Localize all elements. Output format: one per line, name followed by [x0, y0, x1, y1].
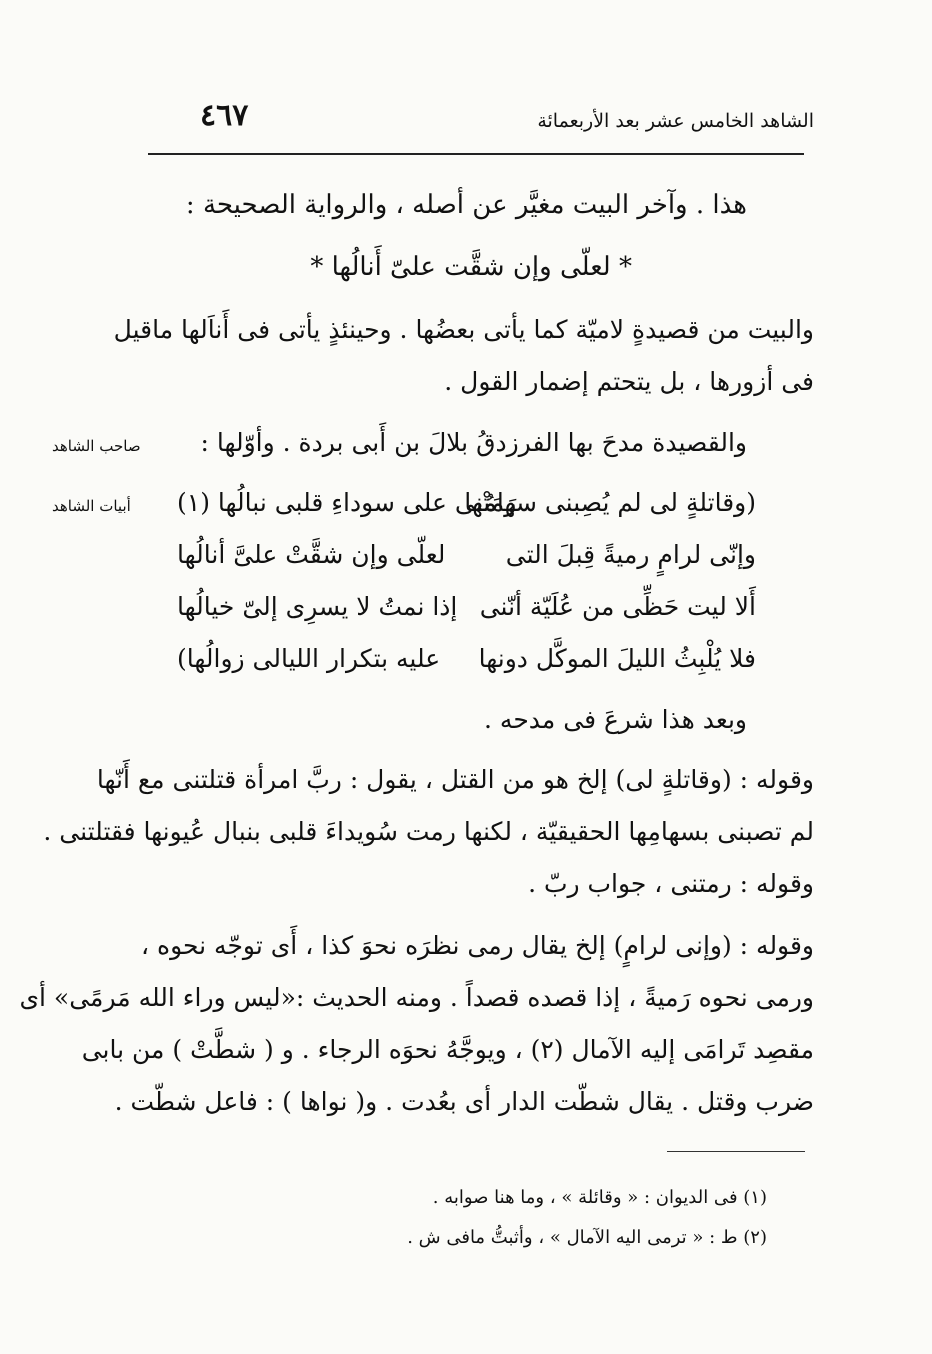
verse-3-second-hemistich: إذا نمتُ لا يسرِى إلىّ خيالُها: [177, 592, 458, 621]
para1-line1: والبيت من قصيدةٍ لاميّة كما يأتى بعضُها . وحينئذٍ يأتى فى أَناَلها ماقيل: [113, 315, 814, 344]
para4-line4: ضرب وقتل . يقال شطّت الدار أى بعُدت . و( نواها ) : فاعل شطّت .: [114, 1087, 814, 1116]
para1-line2: فى أزورها ، بل يتحتم إضمار القول .: [444, 367, 814, 396]
verse-3-first-hemistich: أَلا ليت حَظِّى من عُلَيّة أنّنى: [479, 592, 756, 621]
margin-note-author: صاحب الشاهد: [52, 437, 141, 455]
verse-2-first-hemistich: وإنّى لرامٍ رميةً قِبلَ التى: [505, 540, 756, 569]
intro-quote: * لعلّى وإن شقَّت علىّ أَنالُها *: [310, 252, 632, 282]
para2-line1: والقصيدة مدحَ بها الفرزدقُ بلالَ بن أَبى بردة . وأوّلها :: [200, 428, 747, 457]
verse-2-second-hemistich: لعلّى وإن شقَّتْ علىَّ أنالُها: [177, 540, 446, 569]
verse-1-first-hemistich: (وقاتلةٍ لى لم يُصِبنى سهامُها: [464, 488, 756, 517]
page-number: ٤٦٧: [200, 98, 249, 133]
para4-line1: وقوله : (وإنى لرامٍ) إلخ يقال رمى نظرَه نحوَ كذا ، أَى توجّه نحوه ،: [140, 931, 814, 960]
after-verses-line: وبعد هذا شرعَ فى مدحه .: [484, 705, 747, 734]
verse-4-first-hemistich: فلا يُلْبِثُ الليلَ الموكَّل دونها: [478, 644, 756, 673]
margin-note-verses: أبيات الشاهد: [52, 497, 131, 515]
para3-line2: لم تصبنى بسهامِها الحقيقيّة ، لكنها رمت سُويداءَ قلبى بنبال عُيونها فقتلتنى .: [43, 817, 814, 846]
para4-line3: مقصِد تَرامَى إليه الآمال (٢) ، ويوجَّهُ نحوَه الرجاء . و ( شطَّتْ ) من بابى: [81, 1035, 814, 1064]
para4-line2: ورمى نحوه رَميةً ، إذا قصده قصداً . ومنه الحديث :«ليس وراء الله مَرمًى» أى: [19, 983, 814, 1012]
para3-line1: وقوله : (وقاتلةٍ لى) إلخ هو من القتل ، يقول : ربَّ امرأة قتلتنى مع أَنّها: [96, 765, 814, 794]
running-header-title: الشاهد الخامس عشر بعد الأربعمائة: [537, 110, 814, 132]
verse-4-second-hemistich: عليه بتكرار الليالى زوالُها): [177, 644, 441, 673]
intro-line: هذا . وآخر البيت مغيَّر عن أصله ، والرواية الصحيحة :: [185, 190, 747, 220]
footnote-rule: [667, 1151, 805, 1152]
footnote-2: (٢) ط : « ترمى اليه الآمال » ، وأثبتُّ مافى ش .: [407, 1227, 767, 1248]
header-rule: [148, 153, 804, 155]
verse-1-second-hemistich: رَمَتْنى على سوداءِ قلبى نبالُها (١): [177, 488, 517, 517]
para3-line3: وقوله : رمتنى ، جواب ربّ .: [528, 869, 814, 898]
footnote-1: (١) فى الديوان : « وقائلة » ، وما هنا صوابه .: [432, 1187, 767, 1208]
